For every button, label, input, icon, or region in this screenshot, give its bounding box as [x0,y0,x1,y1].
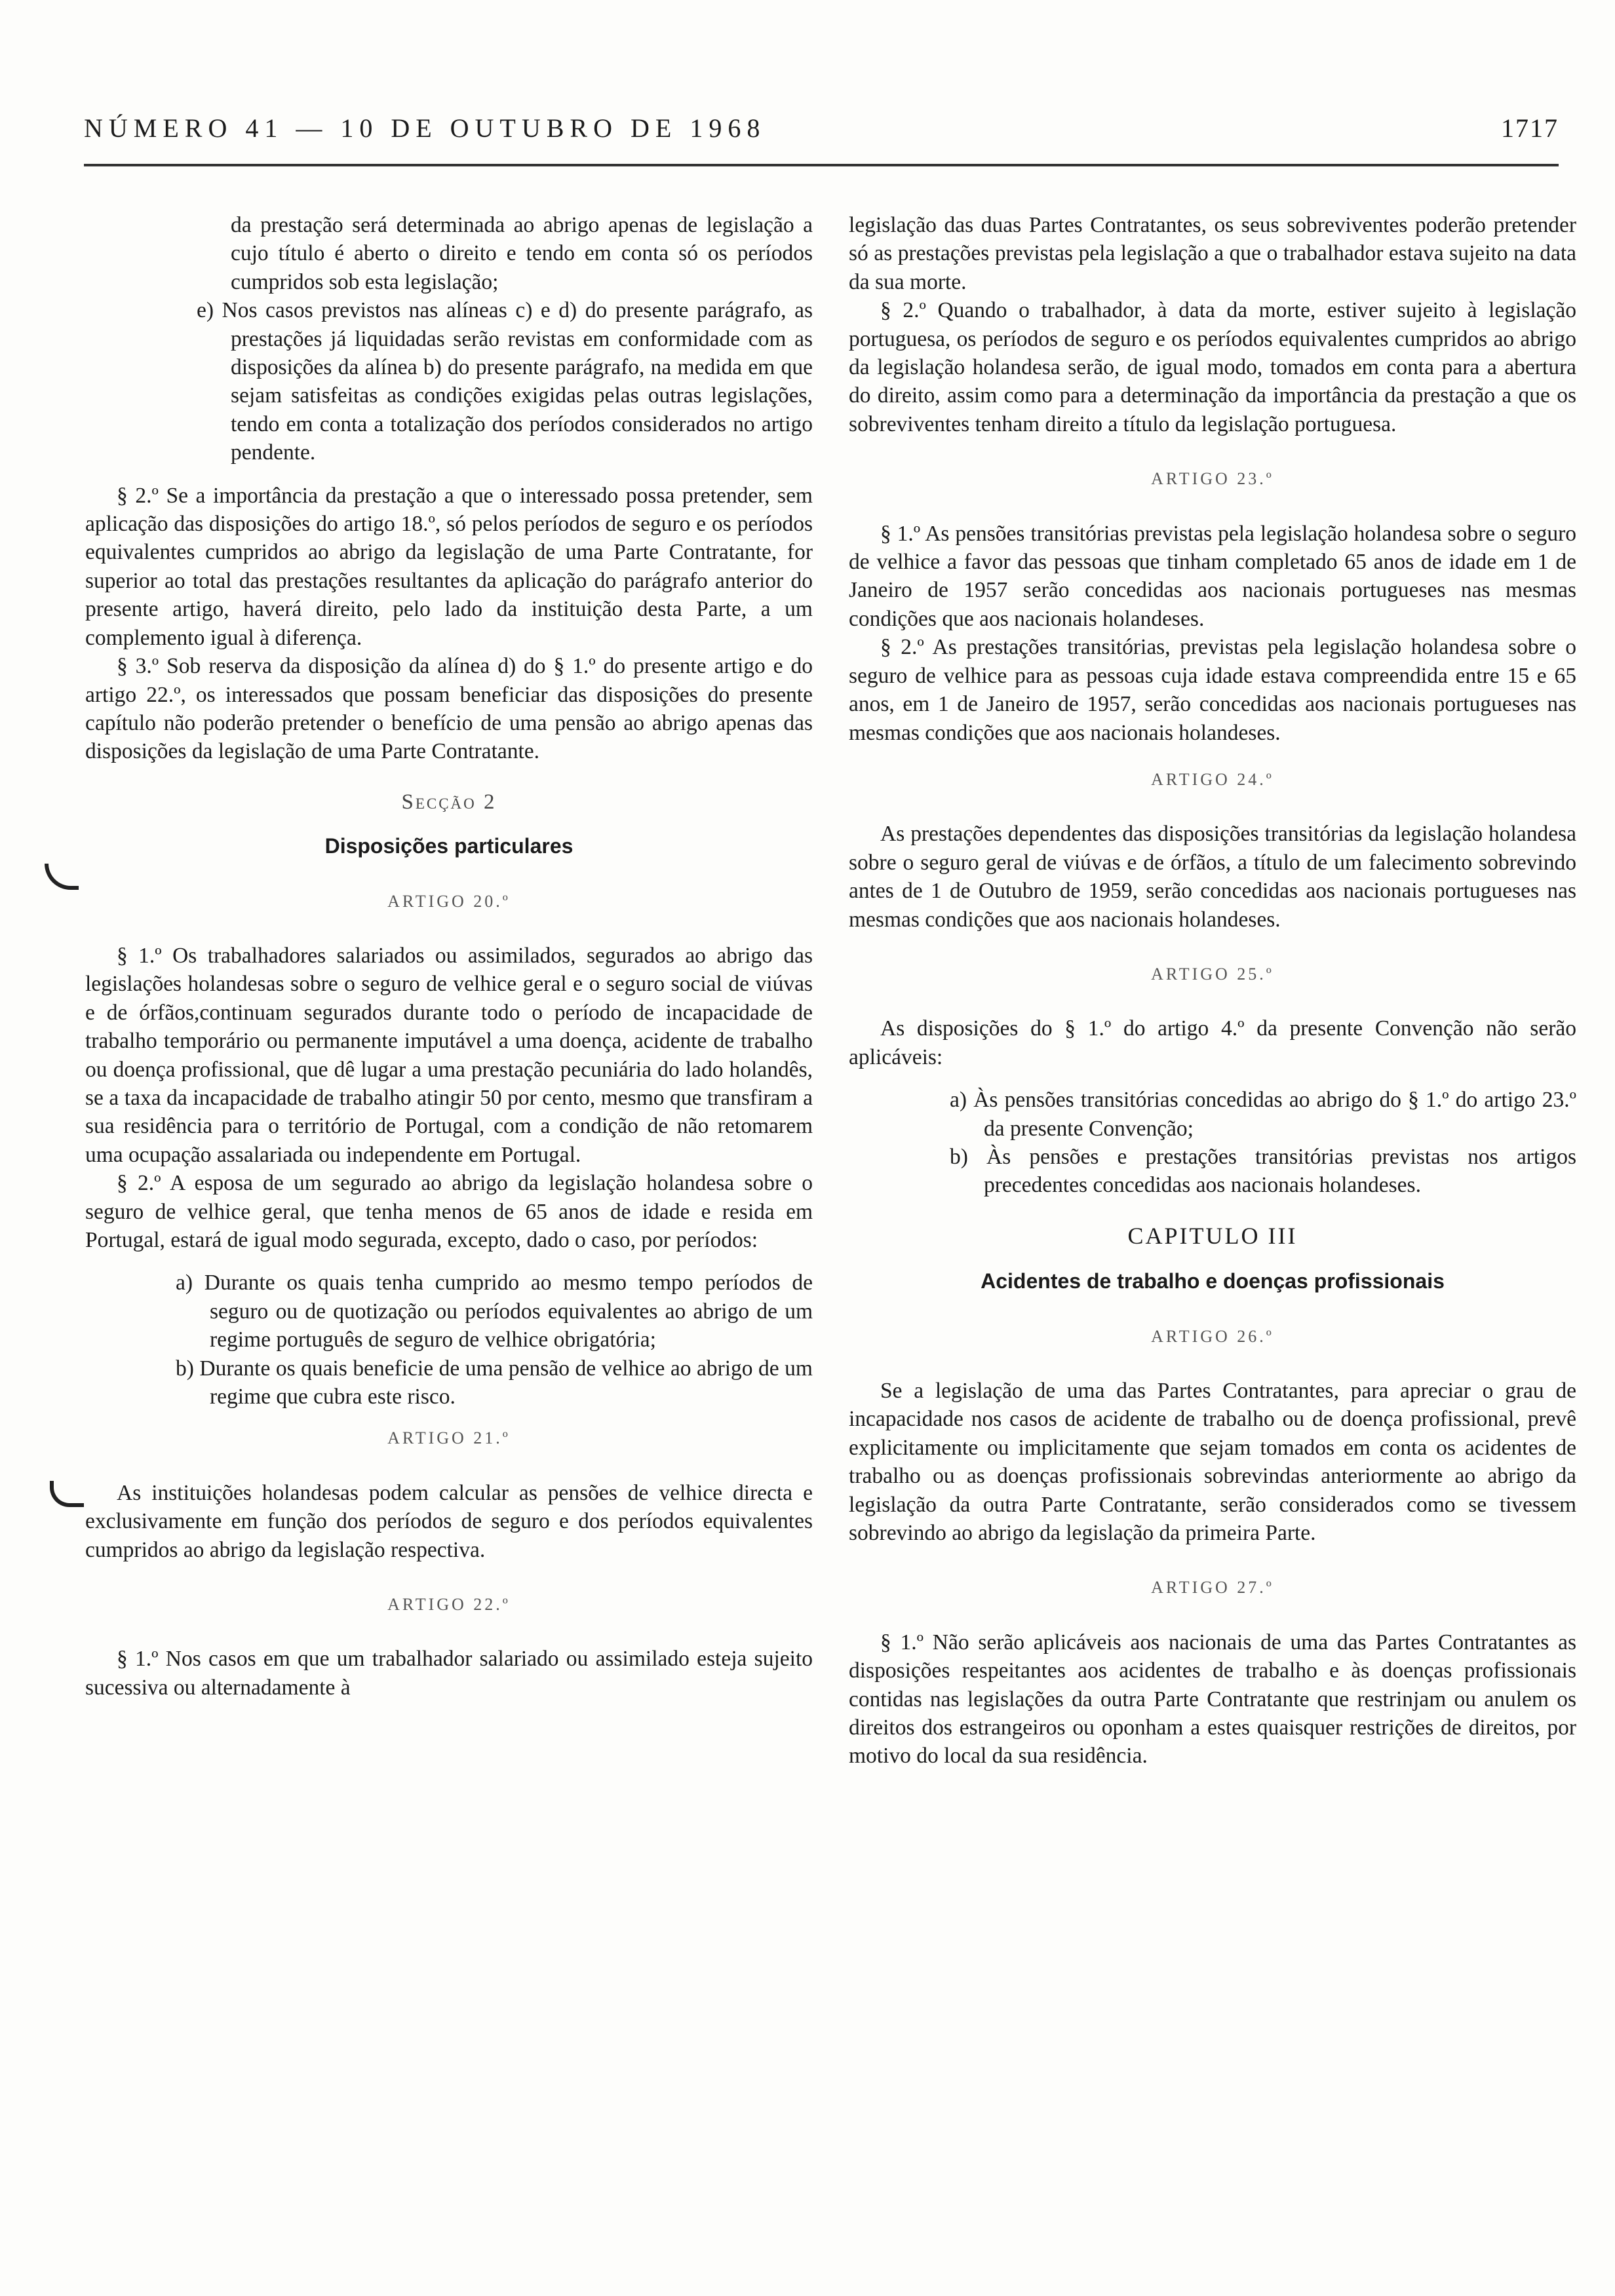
paragraph: e) Nos casos previstos nas alíneas c) e d) do presente parágrafo, as prestações já liquidadas serão revistas em conformidade com as disposições da alínea b) do presente parágrafo, na medida em que sejam satisfeitas as condições exigidas pelas outras legislações, tendo em conta a totalização dos períodos considerados no artigo pendente. [197,298,813,465]
section-title: Disposições particulares [324,834,574,858]
paragraph: As prestações dependentes das disposições transitórias da legislação holandesa sobre o seguro geral de viúvas e de órfãos, a título de um falecimento sobrevindo antes de 1 de Outubro de 1959, serão concedidas aos nacionais portugueses nas mesmas condições que aos nacionais holandeses. [849,822,1576,932]
paragraph: As disposições do § 1.º do artigo 4.º da presente Convenção não serão aplicáveis: [849,1016,1576,1069]
article-heading: ARTIGO 20.º [387,891,511,911]
paragraph: § 1.º Nos casos em que um trabalhador salariado ou assimilado esteja sujeito sucessiva ou alternadamente à [85,1647,813,1700]
paragraph: As instituições holandesas podem calcular as pensões de velhice directa e exclusivamente em função dos períodos de seguro e dos períodos equivalentes cumpridos ao abrigo da legislação respectiva. [85,1480,813,1562]
page-header [84,113,1559,152]
article-heading: ARTIGO 26.º [1151,1326,1274,1346]
margin-mark [45,864,79,890]
list-item: b) Às pensões e prestações transitórias previstas nos artigos precedentes concedidas aos nacionais holandeses. [950,1144,1576,1198]
paragraph: § 2.º Quando o trabalhador, à data da morte, estiver sujeito à legislação portuguesa, os períodos de seguro e os períodos equivalentes cumpridos ao abrigo da legislação holandesa serão, de igual modo, tomados em conta para a abertura do direito, assim como para a determinação da importância da prestação a que os sobreviventes tenham direito a título da legislação portuguesa. [849,298,1576,436]
article-heading: ARTIGO 23.º [1151,469,1274,489]
article-heading: ARTIGO 24.º [1151,769,1274,789]
article-heading: ARTIGO 21.º [387,1428,511,1448]
section-heading: Secção 2 [401,790,497,814]
article-heading: ARTIGO 27.º [1151,1578,1274,1598]
chapter-heading: CAPITULO III [1127,1222,1298,1249]
paragraph: § 1.º As pensões transitórias previstas pela legislação holandesa sobre o seguro de velhice a favor das pessoas que tinham completado 65 anos de idade em 1 de Janeiro de 1957 serão concedidas aos nacionais portugueses nas mesmas condições que aos nacionais holandeses. [849,521,1576,631]
paragraph: da prestação será determinada ao abrigo apenas de legislação a cujo título é aberto o direito e tendo em conta só os períodos cumpridos sob esta legislação; [231,213,813,294]
paragraph: § 3.º Sob reserva da disposição da alínea d) do § 1.º do presente artigo e do artigo 22.º, os interessados que possam beneficiar das disposições do presente capítulo não poderão pretender o benefício de uma pensão ao abrigo apenas das disposições da legislação de uma Parte Contratante. [85,654,813,764]
margin-mark [50,1481,84,1507]
list-item: a) Durante os quais tenha cumprido ao mesmo tempo períodos de seguro ou de quotização ou períodos equivalentes ao abrigo de um regime português de seguro de velhice obrigatória; [176,1271,813,1352]
header-rule [84,164,1559,166]
page-number: 1717 [1501,113,1559,143]
chapter-title: Acidentes de trabalho e doenças profissionais [981,1269,1445,1293]
list-item: b) Durante os quais beneficie de uma pensão de velhice ao abrigo de um regime que cubra este risco. [176,1356,813,1409]
left-column [85,211,813,1702]
article-heading: ARTIGO 22.º [387,1595,511,1615]
paragraph: § 2.º As prestações transitórias, previstas pela legislação holandesa sobre o seguro de velhice para as pessoas cuja idade estava compreendida entre 15 e 65 anos, em 1 de Janeiro de 1957, serão concedidas aos nacionais portugueses nas mesmas condições que aos nacionais holandeses. [849,635,1576,745]
paragraph: Se a legislação de uma das Partes Contratantes, para apreciar o grau de incapacidade nos casos de acidente de trabalho ou de doença profissional, prevê explicitamente ou implicitamente que sejam tomados em conta os acidentes de trabalho ou as doenças profissionais sobrevindas anteriormente ao abrigo da legislação da outra Parte Contratante, serão considerados como se tivessem sobrevindo ao abrigo da legislação da primeira Parte. [849,1379,1576,1546]
issue-date: NÚMERO 41 — 10 DE OUTUBRO DE 1968 [84,113,766,143]
right-column [849,211,1576,1770]
paragraph: § 1.º Os trabalhadores salariados ou assimilados, segurados ao abrigo das legislações holandesas sobre o seguro de velhice geral e o seguro social de viúvas e de órfãos,continuam segurados durante todo o período de incapacidade de trabalho temporário ou permanente imputável a uma doença, acidente de trabalho ou doença profissional, que dê lugar a uma prestação pecuniária do lado holandês, se a taxa da incapacidade de trabalho atingir 50 por cento, mesmo que transfiram a sua residência para o território de Portugal, com a condição de não retomarem uma ocupação assalariada ou independente em Portugal. [85,943,813,1167]
paragraph: § 1.º Não serão aplicáveis aos nacionais de uma das Partes Contratantes as disposições respeitantes aos acidentes de trabalho e às doenças profissionais contidas nas legislações da outra Parte Contratante que restrinjam ou anulem os direitos dos estrangeiros ou oponham a estes quaisquer restrições de direitos, por motivo do local da sua residência. [849,1630,1576,1769]
paragraph: legislação das duas Partes Contratantes, os seus sobreviventes poderão pretender só as prestações previstas pela legislação a que o trabalhador estava sujeito na data da sua morte. [849,213,1576,294]
paragraph: § 2.º A esposa de um segurado ao abrigo da legislação holandesa sobre o seguro de velhice geral, que tenha menos de 65 anos de idade e resida em Portugal, estará de igual modo segurada, excepto, dado o caso, por períodos: [85,1171,813,1252]
article-heading: ARTIGO 25.º [1151,964,1274,984]
list-item: a) Às pensões transitórias concedidas ao abrigo do § 1.º do artigo 23.º da presente Convenção; [950,1088,1576,1141]
paragraph: § 2.º Se a importância da prestação a que o interessado possa pretender, sem aplicação das disposições do artigo 18.º, só pelos períodos de seguro e os períodos equivalentes cumpridos ao abrigo da legislação de uma Parte Contratante, for superior ao total das prestações resultantes da aplicação do parágrafo anterior do presente artigo, haverá direito, pelo lado da instituição desta Parte, a um complemento igual à diferença. [85,483,813,650]
